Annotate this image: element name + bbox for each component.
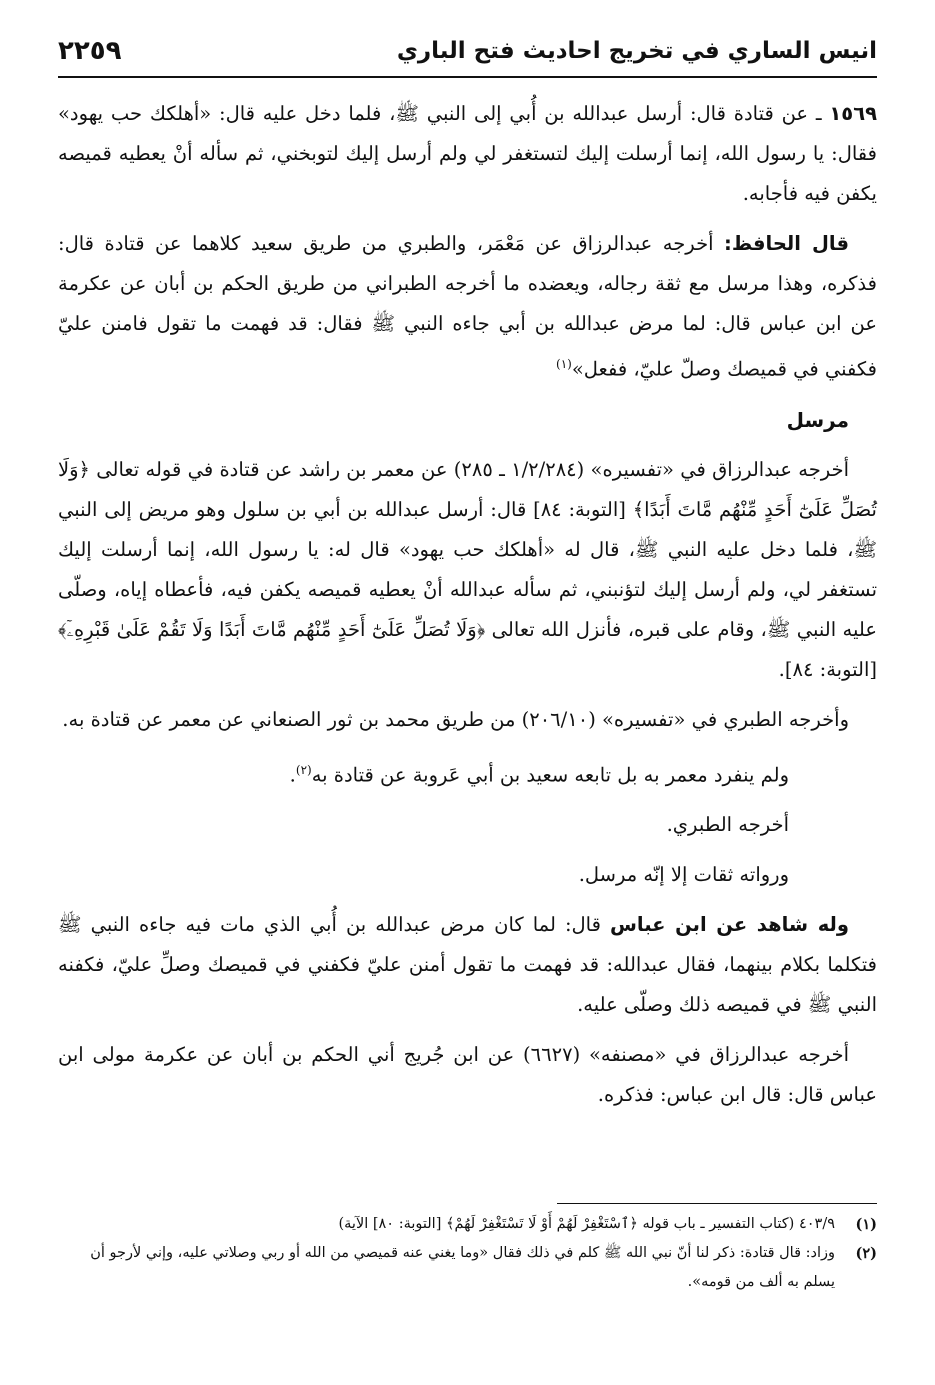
footnote-ref-2[interactable]: (٢): [295, 762, 312, 777]
hadith-paragraph: [58, 94, 877, 214]
witness-paragraph: [58, 905, 877, 1025]
footnotes: [58, 1210, 877, 1297]
footnote-mark: (١): [855, 1216, 877, 1233]
witness-lead: وله شاهد عن ابن عباس: [609, 913, 849, 936]
body-paragraph: أخرجه عبدالرزاق في «تفسيره» (١/٢/٢٨٤ ـ ٢٨٥) عن معمر بن راشد عن قتادة في قوله تعالى ﴿وَلَا تُصَلِّ عَلَىٰٓ أَحَدٍ مِّنْهُم مَّاتَ أَبَدًا﴾ [التوبة: ٨٤] قال: أرسل عبدالله بن أبي بن سلول وهو مريض إلى النبي ﷺ، فلما دخل عليه النبي ﷺ، قال له «أهلكك حب يهود» قال له: يا رسول الله، إنما أرسلت إليك تستغفر لي، ولم أرسل إليك لتؤنبني، ثم سأله عبدالله أنْ يعطيه قميصه يكفن فيه، فأعطاه إياه، وصلّى عليه النبي ﷺ، وقام على قبره، فأنزل الله تعالى ﴿وَلَا تُصَلِّ عَلَىٰٓ أَحَدٍ مِّنْهُم مَّاتَ أَبَدًا وَلَا تَقُمْ عَلَىٰ قَبْرِهِۦٓ﴾ [التوبة: ٨٤].: [58, 457, 877, 681]
hafiz-text: أخرجه عبدالرزاق عن مَعْمَر، والطبري من طريق سعيد كلاهما عن قتادة قال: فذكره، وهذا مرسل مع ثقة رجاله، ويعضده ما أخرجه الطبراني من طريق الحكم بن أبان عن عكرمة عن ابن عباس قال: لما مرض عبدالله بن أبي جاءه النبي ﷺ فقال: قد فهمت ما تقول فامنن عليّ فكفني في قميصك وصلّ عليّ، ففعل»: [58, 232, 877, 381]
running-title: انيس الساري في تخريج احاديث فتح الباري: [396, 38, 877, 64]
page-number: ٢٢٥٩: [58, 36, 122, 66]
hafiz-lead: قال الحافظ:: [724, 232, 849, 255]
indented-line: ولم ينفرد معمر به بل تابعه سعيد بن أبي عَروبة عن قتادة به$^{(٢)}$.: [289, 762, 789, 786]
footnote-mark: (٢): [855, 1245, 877, 1262]
page-header: [58, 30, 877, 78]
hafiz-paragraph: [58, 224, 877, 390]
indented-line: ورواته ثقات إلا إنّه مرسل.: [578, 863, 789, 886]
main-text: [58, 94, 877, 1125]
section-heading: مرسل: [786, 407, 849, 432]
footnote: [58, 1239, 877, 1297]
body-paragraph: وأخرجه الطبري في «تفسيره» (٢٠٦/١٠) من طريق محمد بن ثور الصنعاني عن معمر عن قتادة به.: [62, 707, 849, 731]
footnote-ref-1[interactable]: (١): [556, 357, 572, 371]
body-paragraph: أخرجه عبدالرزاق في «مصنفه» (٦٦٢٧) عن ابن جُريج أني الحكم بن أبان عن عكرمة مولى ابن عباس قال: قال ابن عباس: فذكره.: [58, 1043, 877, 1106]
hadith-number: ١٥٦٩: [829, 102, 877, 125]
footnote-text: ٤٠٣/٩ (كتاب التفسير ـ باب قوله ﴿ٱسْتَغْفِرْ لَهُمْ أَوْ لَا تَسْتَغْفِرْ لَهُمْ﴾ [التوبة: ٨٠] الآية): [338, 1216, 835, 1232]
hadith-text: ـ عن قتادة قال: أرسل عبدالله بن أُبي إلى النبي ﷺ، فلما دخل عليه قال: «أهلكك حب يهود» فقال: يا رسول الله، إنما أرسلت إليك لتستغفر لي ولم أرسل إليك لتوبخني، ثم سأله أنْ يعطيه قميصه يكفن فيه فأجابه.: [58, 102, 877, 205]
footnote-text: وزاد: قال قتادة: ذكر لنا أنّ نبي الله ﷺ كلم في ذلك فقال «وما يغني عنه قميصي من الله أو ربي وصلاتي عليه، وإني لأرجو أن يسلم به ألف من قومه».: [90, 1245, 835, 1290]
footnote-divider: [557, 1203, 877, 1204]
witness-text: قال: لما كان مرض عبدالله بن أُبي الذي مات فيه جاءه النبي ﷺ فتكلما بكلام بينهما، فقال عبدالله: قد فهمت ما تقول أمنن عليّ فكفني في قميصك وصلِّ عليّ، فكفنه النبي ﷺ في قميصه ذلك وصلّى عليه.: [58, 913, 877, 1016]
indented-line: أخرجه الطبري.: [666, 813, 789, 836]
footnote: [58, 1210, 877, 1239]
